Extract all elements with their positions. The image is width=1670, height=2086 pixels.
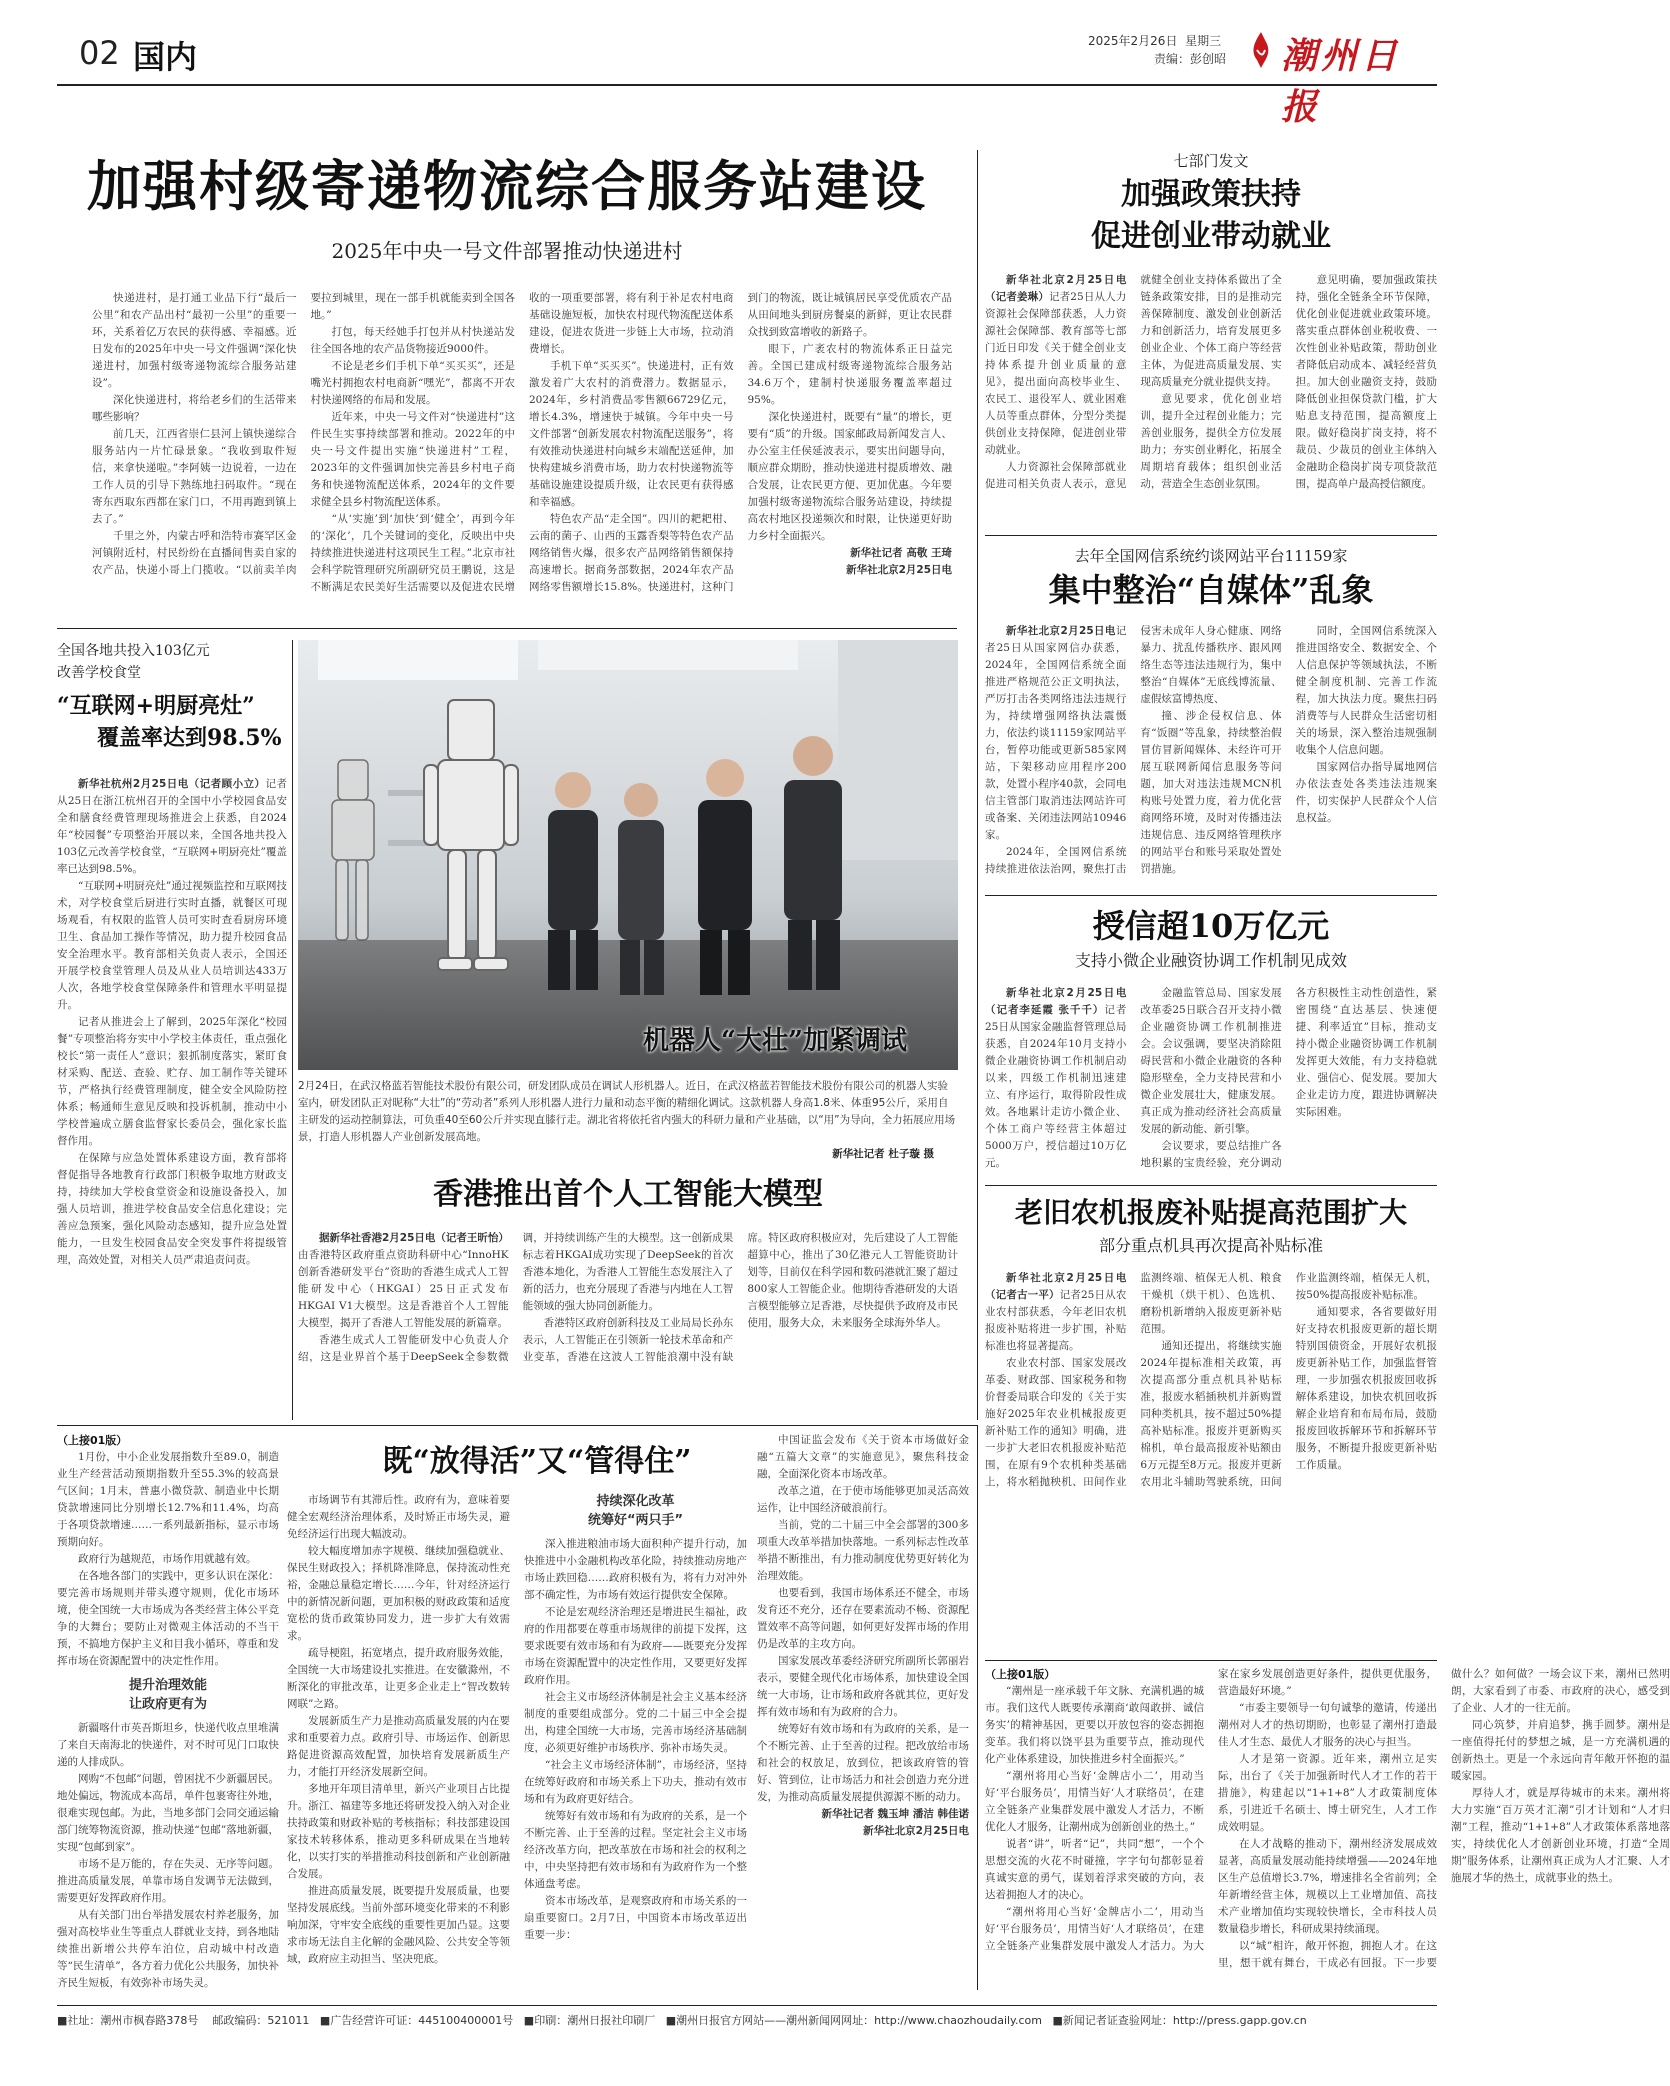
employment-para: 意见要求，优化创业培训，提升全过程创业能力；完善创业服务，提供全方位发展助力；夯实创业孵化，拓展全周期培育载体；组织创业活动，营造全生态创业氛围。: [1140, 393, 1282, 490]
employment-para: 意见明确，要加强政策扶持，强化全链条全环节保障，优化创业促进就业政策环境。落实重点群体创业税收费、一次性创业补贴政策，帮助创业者降低启动成本、减轻经营负担。加大创业融资支持，鼓励降低创业担保贷款门槛，扩大贴息支持范围，提高额度上限。做好稳岗扩岗支持，将不裁员、少裁员的创业主体纳入金融助企稳岗扩岗专项贷款范围，提高单户最高授信额度。: [1295, 274, 1437, 490]
market-cont-label: （上接01版）: [57, 1434, 128, 1447]
lead-credit-dateline: 新华社北京2月25日电: [846, 564, 952, 576]
issue-date: [1088, 32, 1221, 49]
canteen-title-2: 覆盖率达到98.5%: [97, 725, 282, 751]
footer-postcode: 邮政编码：521011: [212, 2014, 310, 2027]
talent-para: 厚待人才，就是厚待城市的未来。潮州将大力实施“百万英才汇潮”引才计划和“人才归潮”工程，推动“1+1+8”人才政策体系落地落实，持续优化人才创新创业环境，打造“全周期”服务体系，让潮州真正成为人才汇聚、人才施展才华的热土，成就事业的热土。: [1451, 1787, 1670, 1884]
employment-para-1: [985, 272, 1126, 459]
employment-body: [985, 272, 1437, 500]
lead-bottom-rule: [57, 628, 957, 629]
lead-subtitle: 2025年中央一号文件部署推动快递进村: [331, 239, 683, 263]
feature-para: 国家发展改革委经济研究所副所长郭丽岩表示，要健全现代化市场体系，加快建设全国统一大市场，让市场和政府各就其位，更好发挥有效市场和有为政府的合力。: [757, 1655, 969, 1718]
lead-para: 特色农产品“走全国”。四川的耙耙柑、云南的菌子、山西的玉露香梨等特色农产品网络销售火爆，很多农产品网络销售额保持高速增长。据商务部数据，2024年农产品网络零售额增长15.8%。快递进村，这种门到门的物流，既让城镇居民享受优质农产品从田间地头到厨房餐桌的新鲜，更让农民群众找到致富增收的新路子。: [529, 292, 952, 593]
footer-square-icon: ■: [665, 2014, 677, 2027]
lead-para: 深化快递进村，将给老乡们的生活带来哪些影响？: [92, 394, 297, 423]
self-media-para: 撞、涉企侵权信息、体育“饭圈”等乱象，持续整治假冒仿冒新闻媒体、未经许可开展互联网新闻信息服务等问题，加大对违法违规MCN机构账号处置力度，着力优化营商网络环境，及时对传播违法违规信息、违反网络管理秩序的网站平台和账号采取处置处罚措施。: [1140, 710, 1282, 875]
header-rule: [57, 84, 1437, 86]
market-continuation: [57, 1432, 279, 1989]
market-para: 在各地各部门的实践中，更多认识在深化：要完善市场规则并带头遵守规则，优化市场环境，使全国统一大市场成为各类经营主体公平竞争的大舞台；要防止对微观主体活动的不当干预，不搞地方保护主义和目我小循环，尊重和发挥市场在资源配置中的决定性作用。: [57, 1570, 279, 1667]
canteen-kicker-1: 全国各地共投入103亿元: [57, 643, 210, 659]
feature-subhead-1: 持续深化改革: [596, 1494, 675, 1509]
talent-para: 说者“讲”，听者“记”，共同“想”，一个个思想交流的火花不时碰撞，字字句句都彰显着真诚实意的勇气，谋划着浮求突破的方向，表达着拥抱人才的决心。: [985, 1838, 1204, 1901]
credit-para: 会议要求，要总结推广各地积累的宝贵经验，充分调动各方积极性主动性创造性，紧密围绕“直达基层、快速便捷、利率适宜”目标，推动支持小微企业融资协调工作机制发挥更大效能，有力支持稳就业、强信心、促发展。要加大企业走访力度，跟进协调解决实际困难。: [1140, 987, 1437, 1169]
feature-para: 较大幅度增加赤字规模、继续加强稳就业、保民生财政投入；择机降准降息，保持流动性充裕，金融总量稳定增长……今年，针对经济运行中的新情况新问题，更加积极的财政政策和适度宽松的货币政策协同发力，进一步扩大有效需求。: [287, 1545, 510, 1642]
lead-para: 不论是老乡们手机下单“买买买”，还是嘴光村拥抱农村电商新“嘿光”，都离不开农村快递网络的布局和发展。: [310, 360, 515, 406]
market-para: 网购“不包邮”问题，曾困扰不少新疆居民。地处偏远，物流成本高昂，单件包裹寄往外地，很难实现包邮。为此，当地多部门会同交通运输部门统筹物流资源，推动快递“包邮”落地新疆，实现“包邮到家”。: [57, 1773, 279, 1853]
lead-para: 打包，每天经她手打包并从村快递站发往全国各地的农产品货物接近9000件。: [310, 326, 515, 355]
feature-para: 多地开年项目清单里，新兴产业项目占比提升。浙江、福建等多地还将研发投入纳入对企业扶持政策和财政补贴的考核指标；科技部建设国家技术转移体系，推动更多科研成果在当地转化，以实打实的举措推动科技创新和产业创新融合发展。: [287, 1783, 510, 1880]
talent-para: “潮州是一座承载千年文脉、充满机遇的城市。我们这代人既要传承潮商‘敢闯敢拼、诚信务实’的精神基因，更要以开放包容的姿态拥抱变革。我们将以饶平县为重要节点，推动现代化产业体系建设，加快推进乡村全面振兴。”: [985, 1685, 1204, 1765]
feature-headline: 既“放得活”又“管得住”: [382, 1444, 692, 1479]
editor-credit: 责编：彭创昭: [1154, 52, 1227, 66]
feature-subhead: [524, 1492, 747, 1530]
section-name: 国内: [133, 38, 198, 76]
canteen-story: [57, 640, 287, 1440]
self-media-story: [985, 545, 1437, 885]
lead-para: 眼下，广袤农村的物流体系正日益完善。全国已建成村级寄递物流综合服务站34.6万个，建制村快递服务覆盖率超过95%。: [747, 343, 952, 406]
credit-title: 授信超10万亿元: [1092, 907, 1330, 945]
masthead-title: 潮州日报: [1281, 35, 1402, 128]
farm-machinery-para: 通知还提出，将继续实施2024年提标准相关政策，再次提高部分重点机具补贴标准，报废水稻插秧机并新购置同种类机具，按不超过50%提高补贴标准。报废并更新购买棉机，单台最高报废补贴额由6万元提至8万元。报废并更新农用北斗辅助驾驶系统，田间作业监测终端，植保无人机，按50%提高报废补贴标准。: [1140, 1272, 1437, 1488]
canteen-byline: 新华社杭州2月25日电（记者顾小立）: [78, 778, 266, 790]
self-media-bottom-rule: [985, 895, 1437, 896]
photo-overlay-title: 机器人“大壮”加紧调试: [643, 1026, 907, 1056]
photo-caption-text: 2月24日，在武汉格蓝若智能技术股份有限公司，研发团队成员在调试人形机器人。近日，在武汉格蓝若智能技术股份有限公司的机器人实验室内，研发团队正对昵称“大壮”的“劳动者”系列人形机器人进行力量和动态平衡的精细化调试。这款机器人身高1.8米、体重95公斤，采用自主研发的运动控制算法，可负重40至60公斤并实现直膝行走。湖北省将依托省内强大的科研力量和产业基础，以“用”为导向，全力拓展应用场景，打造人形机器人产业创新发展高地。: [298, 1080, 956, 1143]
farm-machinery-body: [985, 1270, 1437, 1610]
footer-website[interactable]: 潮州日报官方网站——潮州新闻网网址：http://www.chaozhoudaily.com: [676, 2014, 1042, 2027]
feature-para: 疏导梗阻，拓宽堵点，提升政府服务效能，全国统一大市场建设扎实推进。在安徽滁州，不断深化的审批改革，让更多企业走上“智改数转网联”之路。: [287, 1647, 510, 1710]
self-media-byline: 新华社北京2月25日电: [1006, 625, 1116, 637]
talent-para: “市委主要领导一句句诚挚的邀请，传递出潮州对人才的热切期盼，也彰显了潮州打造最佳人才生态、最优人才服务的决心与担当。: [1218, 1702, 1437, 1748]
employment-title-2: 促进创业带动就业: [1091, 219, 1331, 254]
lead-para: 手机下单“买买买”。快递进村，正有效激发着广大农村的消费潜力。数据显示，2024年，乡村消费品零售额66729亿元，增长4.3%，增速快于城镇。今年中央一号文件部署“创新发展农村物流配送服务”，将有效推动快递进村向城乡末端配送延伸，加快构建城乡消费市场，助力农村快递物流等基础设施建设提质升级，让农民更有获得感和幸福感。: [529, 360, 734, 508]
lead-body: [92, 290, 952, 620]
hk-ai-headline: 香港推出首个人工智能大模型: [433, 1177, 823, 1212]
hk-ai-byline: 据新华社香港2月25日电（记者王昕怡）: [319, 1232, 509, 1244]
employment-bottom-rule: [985, 535, 1437, 536]
self-media-title: 集中整治“自媒体”乱象: [1048, 571, 1374, 609]
credit-story: [985, 903, 1437, 1183]
employment-story: [985, 150, 1437, 500]
talent-cont-label: （上接01版）: [985, 1668, 1056, 1681]
robot-photo: [298, 640, 958, 1070]
farm-machinery-para: 农业农村部、国家发展改革委、财政部、国家税务和物价督委局联合印发的《关于实施好2025年农业机械报废更新补贴工作的通知》明确，进一步扩大老旧农机报废补贴范围，在原有9个农机种类基础上，将水稻抛秧机、田间作业监测终端、植保无人机、粮食干燥机（烘干机）、色选机、磨粉机新增纳入报废更新补贴范围。: [985, 1272, 1282, 1488]
market-para: 新疆喀什市英吾斯坦乡，快递代收点里堆满了来自天南海北的快递件，对不时可见门口取快递的人排成队。: [57, 1722, 279, 1768]
feature-credit-reporters: 新华社记者 魏玉坤 潘洁 韩佳诺: [821, 1808, 969, 1820]
lead-para: 近年来，中央一号文件对“快递进村”这件民生实事持续部署和推动。2022年的中央一号文件提出实施“快递进村”工程，2023年的文件强调加快完善县乡村电子商务和快递物流配送体系，2024年的文件要求健全县乡村物流配送体系。: [310, 411, 515, 508]
farm-machinery-lead-text: 记者25日从农业农村部获悉，今年老旧农机报废补贴将进一步扩围，补贴标准也将显著提高。: [985, 1289, 1127, 1352]
canteen-side-rule: [292, 640, 293, 1420]
lead-para: 快递进村，是打通工业品下行“最后一公里”和农产品出村“最初一公里”的重要一环，关系着亿万农民的获得感、幸福感。近日发布的2025年中央一号文件强调“深化快递进村，加强村级寄递物流综合服务站建设”。: [92, 292, 297, 389]
canteen-body: [57, 776, 287, 1269]
market-para: 市场不是万能的，存在失灵、无序等问题。推进高质量发展，单靠市场自发调节无法做到，需要更好发挥政府作用。: [57, 1858, 279, 1904]
feature-para: 社会主义市场经济体制是社会主义基本经济制度的重要组成部分。党的二十届三中全会提出，构建全国统一大市场，完善市场经济基础制度，必须更好维护市场秩序、弥补市场失灵。: [524, 1691, 747, 1754]
footer-ad-license: 广告经营许可证：445100400001号: [330, 2014, 514, 2027]
footer-square-icon: ■: [319, 2014, 331, 2027]
feature-para: 统筹好有效市场和有为政府的关系，是一个不断完善、止于至善的过程。坚定社会主义市场经济改革方向，把改革放在市场和社会的权利之中，中央坚持把有效市场和有为政府作为一个整体通盘考虑。: [524, 1810, 747, 1890]
credit-lead-text: 记者25日从国家金融监督管理总局获悉，自2024年10月支持小微企业融资协调工作机制启动以来，四级工作机制迅速建立、有序运行，取得阶段性成效。各地累计走访小微企业、个体工商户等经营主体超过5000万户，授信超过10万亿元。: [985, 1004, 1127, 1169]
lead-para: 前几天，江西省崇仁县河上镇快递综合服务站内一片忙碌景象。“我收到取件短信，来拿快递啦。”李阿姨一边说着，一边在工作人员的引导下熟练地扫码取件。“现在寄东西取东西都在家门口，不用再跑到镇上去了。”: [92, 428, 297, 525]
employment-kicker: 七部门发文: [1173, 152, 1249, 170]
feature-para: 中国证监会发布《关于资本市场做好金融“五篇大文章”的实施意见》，聚焦科技金融，全面深化资本市场改革。: [757, 1434, 969, 1480]
credit-subtitle: 支持小微企业融资协调工作机制见成效: [1074, 951, 1347, 970]
page-number: 02: [79, 34, 120, 72]
hk-ai-lead-text: 由香港特区政府重点资助科研中心“InnoHK创新香港研发平台”资助的香港生成式人工智能研发中心（HKGAI）25日正式发布HKGAI V1大模型。这是香港首个人工智能大模型，揭开了香港人工智能发展的新篇章。: [298, 1249, 509, 1329]
footer-address: 社址：潮州市枫春路378号: [67, 2014, 199, 2027]
farm-machinery-para: 通知要求，各省要做好用好支持农机报废更新的超长期特别国债资金，开展好农机报废更新补贴工作，加强监督管理，一步加强农机报废回收拆解体系建设，加快农机回收拆解企业培育和布局布局，鼓励报废回收拆解环节和拆解环节服务，不断提升报废更新补贴工作质量。: [1295, 1306, 1437, 1471]
feature-para: 深入推进粮油市场大面积种产提升行动，加快推进中小金融机构改革化险，持续推动房地产市场止跌回稳……政府积极有为，将有力对冲外部不确定性，为市场有效运行提供安全保障。: [524, 1538, 747, 1601]
robot-photo-image: [298, 640, 958, 1070]
talent-para: 以“城”相许，敞开怀抱，拥抱人才。在这里，想干就有舞台，干成必有回报。下一步要做什么？如何做？一场会议下来，潮州已然明朗，大家看到了市委、市政府的决心，感受到了企业、人才的一往无前。: [1218, 1668, 1670, 1969]
self-media-kicker: 去年全国网信系统约谈网站平台11159家: [1074, 547, 1348, 565]
footer-square-icon: ■: [523, 2014, 535, 2027]
lower-section-rule: [57, 1425, 977, 1426]
talent-para: 在人才战略的推动下，潮州经济发展成效显著，高质量发展动能持续增强——2024年地区生产总值增长3.7%，增速排名全省前列；全年新增经营主体，规模以上工业增加值、高技术产业增加值均实现较快增长，全市科技人员数量稳步增长，科研成果持续涌现。: [1218, 1838, 1437, 1935]
farm-machinery-para-1: [985, 1270, 1126, 1355]
lead-para: 深化快递进村，既要有“量”的增长，更要有“质”的升级。国家邮政局新闻发言人、办公室主任侯延波表示，要实出问题导向，顺应群众期盼，推动快递进村提质增效、融合发展，让农民更方便、更加优惠。今年要加强村级寄递物流综合服务站建设，持续提高农村地区投递频次和时限，让快递更好助力乡村全面振兴。: [747, 411, 952, 542]
feature-para: 改革之道，在于使市场能够更加灵活高效运作，让中国经济破浪前行。: [757, 1485, 969, 1514]
self-media-lead-text: 记者25日从国家网信办获悉，2024年，全国网信系统全面推进严格规范公正文明执法，严厉打击各类网络违法违规行为，持续增强网络执法震慑力，依法约谈11159家网站平台，暂停功能或更新585家网站，下架移动应用程序200款，处置小程序40款，会同电信主管部门取消违法网站许可或备案、关闭违法网站10946家。: [985, 625, 1127, 841]
self-media-para: 2024年，全国网信系统持续推进依法治网，聚焦打击侵害未成年人身心健康、网络暴力、扰乱传播秩序、跟风网络生态等违法违规行为，集中整治“自媒体”无底线博流量、虚假炫富博热度、: [985, 625, 1282, 875]
self-media-body: [985, 623, 1437, 885]
feature-para: “社会主义市场经济体制”，市场经济，坚持在统筹好政府和市场关系上下功夫，推动有效市场和有为政府更好结合。: [524, 1759, 747, 1805]
feature-para: 市场调节有其滞后性。政府有为，意味着要健全宏观经济治理体系，及时矫正市场失灵，避免经济运行出现大幅波动。: [287, 1494, 510, 1540]
hk-ai-body: [298, 1230, 958, 1420]
canteen-title-1: “互联网+明厨亮灶”: [57, 693, 255, 719]
market-para: 政府行为越规范，市场作用就越有效。: [78, 1553, 257, 1565]
footer-printer: 印刷：潮州日报社印刷厂: [534, 2014, 656, 2027]
credit-para-1: [985, 985, 1126, 1172]
farm-machinery-story: [985, 1192, 1437, 1610]
market-para: 从有关部门出台举措发展农村养老服务，加强对高校毕业生等重点人群就业支持，到各地陆续推出新增公共停车泊位，启动城中村改造等“民生清单”，各方着力优化公共服务，加快补齐民生短板，有效弥补市场失灵。: [57, 1909, 279, 1989]
feature-para: 资本市场改革，是观察政府和市场关系的一扇重要窗口。2月7日，中国资本市场改革迈出重要一步：: [524, 1895, 747, 1941]
credit-para: 金融监管总局、国家发展改革委25日联合召开支持小微企业融资协调工作机制推进会。会议强调，要坚决消除阻碍民营和小微企业融资的各种隐形壁垒，全力支持民营和小微企业发展壮大，健康发展。真正成为推动经济社会高质量发展的新动能、新引擎。: [1140, 987, 1282, 1135]
canteen-para: “互联网+明厨亮灶”通过视频监控和互联网技术，对学校食堂后厨进行实时直播，就餐区可现场观看，有权限的监管人员可实时查看厨房环境卫生、食品加工操作等情况，助力提升校园食品安全治理水平。教育部相关负责人表示，全国还开展学校食堂管理人员及从业人员培训达433万人次，各地学校食堂保障条件和管理水平明显提升。: [57, 880, 287, 1011]
canteen-para: 在保障与应急处置体系建设方面，教育部将督促指导各地教育行政部门积极争取地方财政支持，持续加大学校食堂资金和设施设备投入，加强人员培训，推进学校食品安全信息化建设；完善应急预案，强化风险动态感知，提升应急处置能力，一旦发生校园食品安全突发事件将提级管理，高效处置，对相关人员严肃追责问责。: [57, 1152, 287, 1266]
feature-subhead-2: 统筹好“两只手”: [587, 1513, 684, 1528]
footer: [57, 2012, 1437, 2028]
canteen-kicker-2: 改善学校食堂: [57, 665, 141, 681]
footer-square-icon: ■: [57, 2014, 68, 2027]
page-header: [57, 28, 1437, 128]
farm-machinery-byline: 新华社北京2月25日电（记者古一平）: [985, 1272, 1127, 1301]
employment-title-1: 加强政策扶持: [1121, 177, 1301, 212]
credit-body: [985, 985, 1437, 1183]
lead-para: 千里之外，内蒙古呼和浩特市赛罕区金河镇附近村，村民纷纷在直播间售卖自家的农产品，快递小哥上门揽收。“以前卖羊肉要拉到城里，现在一部手机就能卖到全国各地。”: [92, 292, 515, 576]
footer-square-icon: ■: [1052, 2014, 1063, 2027]
weekday-text: 星期三: [1185, 34, 1222, 48]
credit-byline: 新华社北京2月25日电（记者李延霞 张千千）: [985, 987, 1127, 1016]
feature-credit-dateline: 新华社北京2月25日电: [863, 1825, 969, 1837]
canteen-lead-text: 记者从25日在浙江杭州召开的全国中小学校园食品安全和膳食经费管理现场推进会上获悉，自2024年“校园餐”专项整治开展以来，全国各地共投入103亿元改善学校食堂，“互联网+明厨亮灶”覆盖率已达到98.5%。: [57, 778, 288, 875]
canteen-para-1: [57, 776, 287, 878]
main-column-rule: [977, 150, 978, 1420]
talent-para: “潮州将用心当好‘金牌店小二’，用动当好‘平台服务员’，用情当好‘人才联络员’，在建立全链条产业集群发展中激发人才活力，不断优化人才服务，让潮州成为创新创业的热土。”: [985, 1770, 1204, 1833]
farm-machinery-subtitle: 部分重点机具再次提高补贴标准: [1098, 1236, 1323, 1255]
masthead-logo-icon: [1247, 30, 1275, 70]
self-media-para: 同时，全国网信系统深入推进国络安全、数据安全、个人信息保护等领域执法，不断健全制度机制、完善工作流程，加大执法力度。聚焦扫码消费等与人民群众生活密切相关的场景，深入整治违规强制收集个人信息问题。: [1295, 625, 1437, 756]
lead-para: “从‘实施’到‘加快’到‘健全’，再到今年的‘深化’，几个关键词的变化，反映出中央持续推进快递进村这项民生工程。”北京市社会科学院管理研究所副研究员王鹏说，这是不断满足农民美好生活需要以及促进农民增收的一项重要部署，将有利于补足农村电商基础设施短板，加快农村现代物流配送体系建设，促进农货进一步链上大市场，拉动消费增长。: [310, 292, 734, 593]
photo-caption: [298, 1078, 958, 1163]
talent-para: 同心筑梦，并肩追梦，携手圆梦。潮州是一座值得托付的梦想之城，是一方充满机遇的创新热土。更是一个永远向青年敞开怀抱的温暖家园。: [1451, 1719, 1670, 1782]
talent-continuation: [985, 1666, 1670, 1984]
credit-bottom-rule: [985, 1185, 1437, 1186]
feature-para: 不论是宏观经济治理还是增进民生福祉，政府的作用都要在尊重市场规律的前提下发挥，这要求既要有效市场和有为政府——既要充分发挥市场在资源配置中的决定性作用，又要更好发挥政府作用。: [524, 1606, 747, 1686]
market-subhead: [57, 1676, 279, 1714]
feature-body-left: [287, 1492, 747, 1982]
self-media-para-1: [985, 623, 1126, 844]
employment-para: 人力资源社会保障部就业促进司相关负责人表示，意见就健全创业支持体系做出了全链条政策安排，目的是推动完善保障制度、激发创业创新活力和创新活力，培育发展更多创业企业、个体工商户等经营主体，为促进高质量发展、实现高质量充分就业提供支持。: [985, 274, 1282, 490]
market-subhead-2: 让政府更有为: [128, 1697, 207, 1712]
self-media-para: 国家网信办指导属地网信办依法查处各类违法违规案件，切实保护人民群众个人信息权益。: [1295, 761, 1437, 824]
talent-top-rule: [985, 1660, 1437, 1661]
lead-credit-reporters: 新华社记者 高敬 王琦: [850, 547, 952, 559]
hk-ai-para-1: [298, 1230, 509, 1332]
footer-gapp[interactable]: 新闻记者证查验网址：http://press.gapp.gov.cn: [1062, 2014, 1307, 2027]
feature-body-right: [757, 1432, 969, 1982]
hk-ai-para: 香港生成式人工智能研发中心负责人介绍，这是业界首个基于DeepSeek全参数微调，并持续训练产生的大模型。这一创新成果标志着HKGAI成功实现了DeepSeek的首次香港本地化，为香港人工智能生态发展注入了新的活力，也充分展现了香港与内地在人工智能领域的强大协同创新能力。: [298, 1232, 734, 1363]
market-para: 1月份，中小企业发展指数升至89.0，制造业生产经营活动预期指数升至55.3%的较高景气区间；1月末，普惠小微贷款、制造业中长期贷款增速同比分别增长12.7%和11.4%，均高于各项贷款增速……一系列最新指标，显示市场预期向好。: [57, 1451, 279, 1548]
talent-para: 人才是第一资源。近年来，潮州立足实际，出台了《关于加强新时代人才工作的若干措施》，构建起以“1+1+8”人才政策制度体系，引进近千名硕士、博士研究生，人才工作成效明显。: [1218, 1753, 1437, 1833]
feature-para: 统筹好有效市场和有为政府的关系，是一个不断完善、止于至善的过程。把改放给市场和社会的权放足，放到位，把该政府管的管好、管到位，让市场活力和社会创造力充分迸发，为推动高质量发展提供源源不断的动力。: [757, 1723, 969, 1803]
lower-right-divider: [977, 1425, 978, 1990]
feature-para: 发展新质生产力是推动高质量发展的内在要求和重要着力点。政府引导、市场运作、创新思路促进资源高效配置，加快培育发展新质生产力，才能打开经济发展新空间。: [287, 1715, 510, 1778]
lead-headline: 加强村级寄递物流综合服务站建设: [87, 154, 927, 218]
hk-ai-para: 香港特区政府创新科技及工业局局长孙东表示，人工智能正在引领新一轮技术革命和产业变革，香港在这波人工智能浪潮中没有缺席。特区政府积极应对，先后建设了人工智能超算中心，推出了30亿港元人工智能资助计划等，目前仅在科学园和数码港就汇聚了超过800家人工智能企业。他期待香港研发的大语言模型能够立足香港，尽快提供予政府及市民使用，服务大众，未来服务全球海外华人。: [522, 1232, 958, 1363]
employment-byline: 新华社北京2月25日电（记者姜琳）: [985, 274, 1127, 303]
talent-para: “潮州将用心当好‘金牌店小二’，用动当好‘平台服务员’，用情当好‘人才联络员’，在建立全链条产业集群发展中激发人才活力。为大家在家乡发展创造更好条件，提供更优服务，营造最好环境。”: [985, 1668, 1437, 1952]
footer-rule: [57, 2005, 1437, 2006]
photo-credit: 新华社记者 杜子璇 摄: [832, 1148, 934, 1160]
date-text: 2025年2月26日: [1088, 34, 1178, 48]
market-subhead-1: 提升治理效能: [128, 1678, 207, 1693]
farm-machinery-title: 老旧农机报废补贴提高范围扩大: [1014, 1196, 1407, 1229]
feature-para: 推进高质量发展，既要提升发展质量，也要坚持发展底线。当前外部环境变化带来的不利影响加深，守牢安全底线的重要性更加凸显。这要求市场无法自主化解的金融风险、公共安全等领域，政府应主动担当、坚决兜底。: [287, 1885, 510, 1965]
feature-para: 当前，党的二十届三中全会部署的300多项重大改革举措加快落地。一系列标志性改革举措不断推出，有力推动制度优势更好转化为治理效能。: [757, 1519, 969, 1582]
feature-para: 也要看到，我国市场体系还不健全，市场发育还不充分，还存在要素流动不畅、资源配置效率不高等问题，如何更好发挥市场的作用仍是改革的主攻方向。: [757, 1587, 969, 1650]
employment-lead-text: 记者25日从人力资源社会保障部获悉，人力资源社会保障部、教育部等七部门近日印发《关于健全创业支持体系提升创业质量的意见》，提出面向高校毕业生、农民工、退役军人、就业困难人员等重点群体，分型分类提供创业支持保障，促进创业带动就业。: [985, 291, 1127, 456]
canteen-para: 记者从推进会上了解到，2025年深化“校园餐”专项整治将夯实中小学校主体责任，重点强化校长“第一责任人”意识；狠抓制度落实，紧盯食材采购、配送、查验、贮存、加工制作等关键环节，严格执行经费管理制度，健全安全风险防控体系；畅通师生意见反映和投诉机制，推动中小学校普遍成立膳食监督家长委员会，强化家长监督作用。: [57, 1016, 287, 1147]
